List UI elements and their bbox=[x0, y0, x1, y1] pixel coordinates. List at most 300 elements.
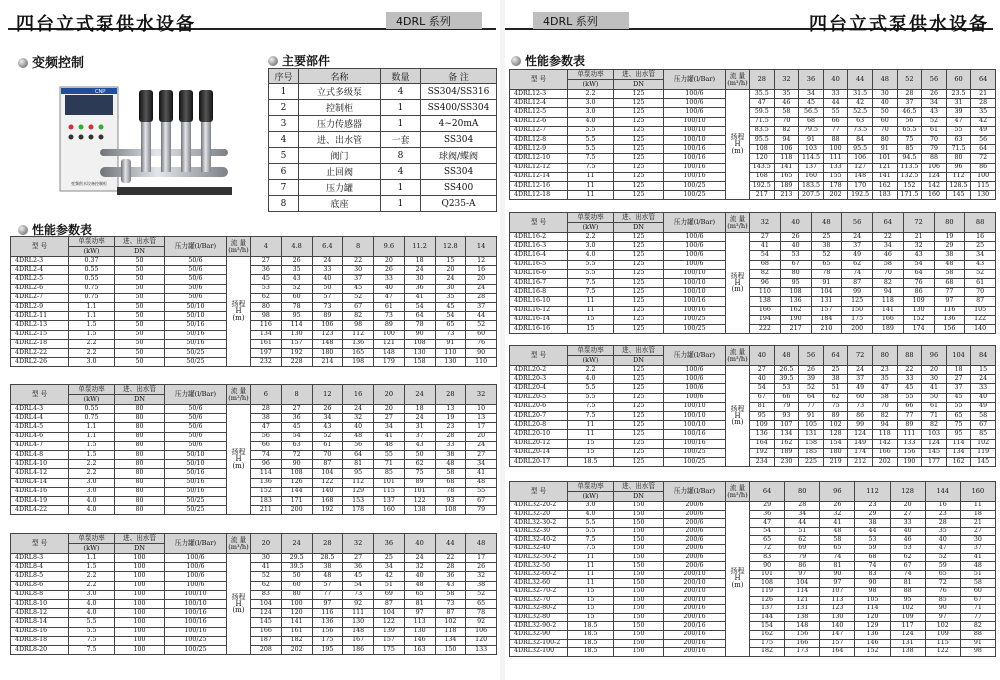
section-bullet-icon bbox=[18, 225, 28, 235]
tank-cell: 50/6 bbox=[165, 266, 227, 275]
perf-table-4drl16 bbox=[509, 212, 996, 334]
tank-cell: 200/6 bbox=[664, 536, 726, 545]
head-value-cell: 29.5 bbox=[281, 554, 312, 563]
head-value-cell: 148 bbox=[374, 348, 405, 357]
head-value-cell: 73 bbox=[374, 312, 405, 321]
head-value-cell: 83 bbox=[750, 553, 785, 562]
head-value-cell: 202 bbox=[823, 191, 848, 200]
head-value-cell: 41 bbox=[404, 293, 435, 302]
flow-value-header: 96 bbox=[820, 482, 855, 502]
head-value-cell: 109 bbox=[925, 630, 960, 639]
head-value-cell: 28 bbox=[785, 502, 820, 511]
flow-value-header: 24 bbox=[281, 534, 312, 554]
head-value-cell: 150 bbox=[842, 306, 873, 315]
flow-value-header: 4 bbox=[251, 237, 282, 257]
power-unit-header: (kW) bbox=[568, 356, 614, 366]
flow-value-header: 60 bbox=[946, 70, 971, 90]
pipe-cell: 125 bbox=[614, 384, 664, 393]
power-cell: 15 bbox=[568, 605, 614, 614]
power-cell: 5.5 bbox=[568, 260, 614, 269]
parts-row bbox=[269, 132, 497, 148]
pipe-cell: 100 bbox=[115, 563, 165, 572]
head-value-cell: 27 bbox=[251, 257, 282, 266]
pipe-cell: 80 bbox=[115, 423, 165, 432]
flow-value-header: 80 bbox=[872, 346, 897, 366]
head-value-cell: 30 bbox=[404, 275, 435, 284]
perf-row bbox=[11, 609, 497, 618]
power-cell: 1.1 bbox=[69, 312, 115, 321]
tank-cell: 100/16 bbox=[664, 154, 726, 163]
head-value-cell: 61 bbox=[922, 126, 947, 135]
pipe-cell: 150 bbox=[614, 613, 664, 622]
model-cell: 4DRL8-6 bbox=[11, 581, 69, 590]
head-value-cell: 106 bbox=[466, 627, 497, 636]
head-value-cell: 120 bbox=[466, 636, 497, 645]
pipe-cell: 125 bbox=[614, 288, 664, 297]
tank-cell: 100/16 bbox=[664, 306, 726, 315]
head-value-cell: 130 bbox=[903, 306, 934, 315]
perf-row bbox=[510, 172, 996, 181]
power-cell: 11 bbox=[568, 306, 614, 315]
flow-value-header: 20 bbox=[251, 534, 282, 554]
head-value-cell: 24 bbox=[848, 366, 873, 375]
tank-cell: 200/10 bbox=[664, 596, 726, 605]
head-value-cell: 130 bbox=[971, 191, 996, 200]
head-value-cell: 152 bbox=[251, 487, 282, 496]
head-value-cell: 118 bbox=[872, 430, 897, 439]
model-cell: 4DRL32-90 bbox=[510, 630, 568, 639]
head-value-cell: 48 bbox=[934, 260, 965, 269]
head-value-cell: 24 bbox=[842, 233, 873, 242]
head-value-cell: 107 bbox=[820, 587, 855, 596]
head-value-cell: 114 bbox=[785, 587, 820, 596]
flow-value-header: 28 bbox=[312, 534, 343, 554]
head-value-cell: 74 bbox=[855, 562, 890, 571]
head-value-cell: 82 bbox=[960, 622, 995, 631]
head-value-cell: 110 bbox=[435, 348, 466, 357]
head-value-cell: 202 bbox=[872, 457, 897, 466]
pipe-header: 进、出水管 bbox=[614, 482, 664, 492]
head-value-cell: 130 bbox=[404, 627, 435, 636]
head-value-cell: 56 bbox=[251, 432, 282, 441]
head-value-cell: 16 bbox=[965, 233, 996, 242]
tank-cell: 50/6 bbox=[165, 284, 227, 293]
tank-cell: 200/6 bbox=[664, 544, 726, 553]
head-value-cell: 46.5 bbox=[897, 108, 922, 117]
pipe-cell: 125 bbox=[614, 172, 664, 181]
power-cell: 0.55 bbox=[69, 405, 115, 414]
power-cell: 4.0 bbox=[568, 375, 614, 384]
head-value-cell: 51 bbox=[785, 527, 820, 536]
head-value-cell: 75 bbox=[946, 421, 971, 430]
tank-header: 压力罐(l/Bar) bbox=[664, 213, 726, 233]
head-value-cell: 54 bbox=[343, 581, 374, 590]
head-value-cell: 175 bbox=[842, 315, 873, 324]
head-value-cell: 44 bbox=[855, 527, 890, 536]
dn-header: DN bbox=[614, 223, 664, 233]
power-cell: 7.5 bbox=[568, 288, 614, 297]
pipe-cell: 125 bbox=[614, 430, 664, 439]
pump-3 bbox=[179, 90, 193, 172]
head-value-cell: 77 bbox=[799, 402, 824, 411]
head-value-cell: 59 bbox=[925, 562, 960, 571]
flow-value-header: 32 bbox=[466, 385, 497, 405]
head-value-cell: 18 bbox=[946, 366, 971, 375]
pipe-cell: 80 bbox=[115, 469, 165, 478]
head-value-cell: 58 bbox=[960, 579, 995, 588]
pipe-cell: 100 bbox=[115, 618, 165, 627]
head-value-cell: 52 bbox=[343, 293, 374, 302]
model-cell: 4DRL16-12 bbox=[510, 306, 568, 315]
power-header: 单泵功率 bbox=[568, 346, 614, 356]
head-value-cell: 56 bbox=[971, 135, 996, 144]
head-value-cell: 75 bbox=[897, 135, 922, 144]
head-value-cell: 78 bbox=[466, 609, 497, 618]
parts-cell: 一套 bbox=[381, 132, 421, 148]
head-value-cell: 24 bbox=[466, 284, 497, 293]
head-value-cell: 25 bbox=[374, 554, 405, 563]
parts-header-cell: 名称 bbox=[299, 69, 381, 84]
head-value-cell: 182 bbox=[750, 648, 785, 657]
tank-cell: 200/10 bbox=[664, 587, 726, 596]
perf-row bbox=[510, 375, 996, 384]
model-cell: 4DRL16-3 bbox=[510, 242, 568, 251]
pipe-cell: 50 bbox=[115, 330, 165, 339]
perf-row bbox=[510, 108, 996, 117]
head-value-cell: 91 bbox=[799, 411, 824, 420]
head-value-cell: 39 bbox=[946, 108, 971, 117]
flow-value-header: 96 bbox=[922, 346, 947, 366]
pipe-cell: 150 bbox=[614, 544, 664, 553]
head-label-head-h: H bbox=[235, 599, 242, 608]
head-value-cell: 170 bbox=[848, 181, 873, 190]
head-value-cell: 195 bbox=[312, 645, 343, 654]
pipe-cell: 50 bbox=[115, 312, 165, 321]
head-value-cell: 35 bbox=[971, 108, 996, 117]
head-value-cell: 78 bbox=[811, 269, 842, 278]
tank-cell: 50/16 bbox=[165, 330, 227, 339]
head-value-cell: 11 bbox=[960, 502, 995, 511]
head-value-cell: 99 bbox=[842, 288, 873, 297]
pipe-cell: 150 bbox=[614, 648, 664, 657]
pipe-cell: 125 bbox=[614, 145, 664, 154]
head-value-cell: 115 bbox=[925, 639, 960, 648]
perf-row bbox=[11, 257, 497, 266]
perf-row bbox=[11, 266, 497, 275]
head-value-cell: 148 bbox=[785, 622, 820, 631]
pipe-cell: 80 bbox=[115, 478, 165, 487]
head-value-cell: 50 bbox=[281, 572, 312, 581]
head-value-cell: 124 bbox=[890, 630, 925, 639]
head-value-cell: 54 bbox=[750, 384, 775, 393]
head-value-cell: 152 bbox=[903, 315, 934, 324]
model-cell: 4DRL20-8 bbox=[510, 421, 568, 430]
head-value-cell: 180 bbox=[312, 348, 343, 357]
perf-row bbox=[11, 469, 497, 478]
model-cell: 4DRL16-16 bbox=[510, 324, 568, 333]
head-value-cell: 160 bbox=[922, 191, 947, 200]
head-value-cell: 40 bbox=[890, 527, 925, 536]
flow-value-header: 32 bbox=[343, 534, 374, 554]
head-value-cell: 65.5 bbox=[897, 126, 922, 135]
perf-table-4drl2 bbox=[10, 236, 497, 367]
head-value-cell: 26.5 bbox=[774, 366, 799, 375]
right-page-title: 四台立式泵供水设备 bbox=[809, 14, 989, 35]
head-value-cell: 47 bbox=[374, 293, 405, 302]
pipe-cell: 125 bbox=[614, 324, 664, 333]
tank-cell: 100/6 bbox=[664, 384, 726, 393]
head-value-cell: 178 bbox=[823, 181, 848, 190]
perf-row bbox=[510, 242, 996, 251]
right-perf-title-text: 性能参数表 bbox=[525, 54, 586, 68]
flow-value-header: 160 bbox=[960, 482, 995, 502]
head-value-cell: 15 bbox=[435, 257, 466, 266]
power-cell: 11 bbox=[568, 430, 614, 439]
head-value-cell: 62 bbox=[251, 293, 282, 302]
power-cell: 7.5 bbox=[568, 544, 614, 553]
power-unit-header: (kW) bbox=[69, 247, 115, 257]
head-value-cell: 109 bbox=[903, 297, 934, 306]
head-value-cell: 138 bbox=[785, 613, 820, 622]
head-value-cell: 36 bbox=[435, 572, 466, 581]
power-cell: 7.5 bbox=[69, 636, 115, 645]
head-value-cell: 38 bbox=[251, 414, 282, 423]
head-value-cell: 37 bbox=[842, 242, 873, 251]
head-value-cell: 126 bbox=[750, 596, 785, 605]
flow-value-header: 88 bbox=[965, 213, 996, 233]
model-cell: 4DRL16-8 bbox=[510, 288, 568, 297]
head-value-cell: 60 bbox=[848, 393, 873, 402]
head-value-cell: 147 bbox=[820, 630, 855, 639]
head-value-cell: 65 bbox=[404, 590, 435, 599]
head-value-cell: 126 bbox=[281, 478, 312, 487]
tank-cell: 200/16 bbox=[664, 613, 726, 622]
head-value-cell: 137 bbox=[799, 163, 824, 172]
head-value-cell: 38 bbox=[466, 581, 497, 590]
head-value-cell: 52 bbox=[312, 432, 343, 441]
perf-row bbox=[510, 639, 996, 648]
head-value-cell: 29 bbox=[750, 502, 785, 511]
parts-cell: 2 bbox=[269, 100, 299, 116]
pipe-cell: 80 bbox=[115, 506, 165, 515]
flow-label: 流 量 bbox=[729, 483, 746, 492]
tank-cell: 100/16 bbox=[664, 163, 726, 172]
head-value-cell: 141 bbox=[774, 163, 799, 172]
model-cell: 4DRL32-100-2 bbox=[510, 639, 568, 648]
head-value-cell: 48 bbox=[343, 432, 374, 441]
power-header: 单泵功率 bbox=[69, 534, 115, 544]
head-value-cell: 28.5 bbox=[312, 554, 343, 563]
head-value-cell: 37 bbox=[897, 99, 922, 108]
tank-cell: 200/16 bbox=[664, 622, 726, 631]
head-value-cell: 161 bbox=[281, 627, 312, 636]
model-cell: 4DRL32-70 bbox=[510, 596, 568, 605]
power-cell: 1.5 bbox=[69, 321, 115, 330]
pipe-cell: 125 bbox=[614, 315, 664, 324]
power-cell: 3.0 bbox=[69, 487, 115, 496]
head-value-cell: 86 bbox=[971, 163, 996, 172]
model-cell: 4DRL12-5 bbox=[510, 108, 568, 117]
head-value-cell: 138 bbox=[750, 297, 781, 306]
head-label-cell bbox=[726, 233, 750, 334]
pipe-cell: 125 bbox=[614, 126, 664, 135]
model-cell: 4DRL12-14 bbox=[510, 172, 568, 181]
head-value-cell: 140 bbox=[820, 622, 855, 631]
power-cell: 3.0 bbox=[568, 502, 614, 511]
tank-cell: 100/6 bbox=[165, 554, 227, 563]
head-label-head-h: H bbox=[734, 140, 741, 149]
perf-row bbox=[510, 260, 996, 269]
pipe-cell: 150 bbox=[614, 579, 664, 588]
model-header: 型 号 bbox=[510, 213, 568, 233]
power-unit-header: (kW) bbox=[568, 80, 614, 90]
model-cell: 4DRL12-6 bbox=[510, 117, 568, 126]
head-value-cell: 121 bbox=[785, 596, 820, 605]
head-value-cell: 145 bbox=[922, 448, 947, 457]
head-value-cell: 37 bbox=[848, 375, 873, 384]
head-value-cell: 171.5 bbox=[897, 191, 922, 200]
head-value-cell: 28 bbox=[897, 90, 922, 99]
model-header: 型 号 bbox=[510, 346, 568, 366]
pipe-cell: 80 bbox=[115, 405, 165, 414]
perf-row bbox=[510, 519, 996, 528]
model-cell: 4DRL32-20 bbox=[510, 510, 568, 519]
pipe-cell: 100 bbox=[115, 645, 165, 654]
head-value-cell: 37 bbox=[960, 544, 995, 553]
head-value-cell: 225 bbox=[799, 457, 824, 466]
head-value-cell: 79.5 bbox=[799, 126, 824, 135]
head-value-cell: 28 bbox=[435, 432, 466, 441]
head-value-cell: 54 bbox=[750, 527, 785, 536]
pipe-cell: 150 bbox=[614, 553, 664, 562]
head-value-cell: 49 bbox=[842, 251, 873, 260]
head-value-cell: 56.5 bbox=[799, 108, 824, 117]
tank-cell: 100/6 bbox=[664, 393, 726, 402]
head-value-cell: 137 bbox=[750, 605, 785, 614]
head-value-cell: 71 bbox=[374, 460, 405, 469]
head-value-cell: 214 bbox=[312, 358, 343, 367]
left-series-tag: 4DRL 系列 bbox=[386, 12, 482, 29]
head-value-cell: 114.5 bbox=[799, 154, 824, 163]
tank-cell: 50/10 bbox=[165, 302, 227, 311]
head-value-cell: 128 bbox=[823, 430, 848, 439]
flow-value-header: 144 bbox=[925, 482, 960, 502]
pipe-cell: 150 bbox=[614, 630, 664, 639]
parts-cell: SS400/SS304 bbox=[421, 100, 497, 116]
pipe-cell: 150 bbox=[614, 570, 664, 579]
head-value-cell: 38 bbox=[435, 450, 466, 459]
head-value-cell: 51 bbox=[823, 384, 848, 393]
pipe-cell: 125 bbox=[614, 90, 664, 99]
left-perf-title-text: 性能参数表 bbox=[32, 223, 93, 237]
head-value-cell: 166 bbox=[785, 639, 820, 648]
tank-cell: 100/6 bbox=[664, 233, 726, 242]
head-value-cell: 192.5 bbox=[750, 181, 775, 190]
parts-row bbox=[269, 84, 497, 100]
power-cell: 3.0 bbox=[69, 478, 115, 487]
head-value-cell: 54 bbox=[750, 251, 781, 260]
perf-row bbox=[11, 284, 497, 293]
head-value-cell: 63 bbox=[848, 117, 873, 126]
power-cell: 4.0 bbox=[568, 251, 614, 260]
head-value-cell: 27 bbox=[343, 554, 374, 563]
head-value-cell: 108 bbox=[404, 339, 435, 348]
pipe-cell: 50 bbox=[115, 339, 165, 348]
head-value-cell: 90 bbox=[820, 570, 855, 579]
head-value-cell: 105 bbox=[799, 421, 824, 430]
head-value-cell: 116 bbox=[251, 321, 282, 330]
pipe-cell: 125 bbox=[614, 191, 664, 200]
head-value-cell: 61 bbox=[312, 441, 343, 450]
power-cell: 7.5 bbox=[69, 645, 115, 654]
model-cell: 4DRL8-14 bbox=[11, 618, 69, 627]
power-cell: 15 bbox=[568, 587, 614, 596]
tank-cell: 100/16 bbox=[165, 627, 227, 636]
flow-value-header: 112 bbox=[855, 482, 890, 502]
tank-cell: 100/16 bbox=[664, 172, 726, 181]
head-value-cell: 104 bbox=[811, 288, 842, 297]
pipe-cell: 150 bbox=[614, 587, 664, 596]
perf-row bbox=[510, 315, 996, 324]
perf-row bbox=[510, 570, 996, 579]
head-value-cell: 26 bbox=[374, 266, 405, 275]
perf-row bbox=[510, 117, 996, 126]
power-cell: 1.5 bbox=[69, 330, 115, 339]
head-value-cell: 16 bbox=[925, 502, 960, 511]
head-value-cell: 55 bbox=[897, 393, 922, 402]
head-value-cell: 125 bbox=[842, 297, 873, 306]
pipe-cell: 125 bbox=[614, 154, 664, 163]
perf-row bbox=[11, 636, 497, 645]
tank-cell: 50/16 bbox=[165, 339, 227, 348]
flow-unit: (m³/h) bbox=[727, 78, 748, 87]
head-value-cell: 54 bbox=[281, 432, 312, 441]
head-value-cell: 34 bbox=[312, 414, 343, 423]
model-cell: 4DRL20-14 bbox=[510, 448, 568, 457]
tank-cell: 50/10 bbox=[165, 460, 227, 469]
power-cell: 11 bbox=[568, 570, 614, 579]
perf-row bbox=[11, 423, 497, 432]
power-cell: 1.5 bbox=[69, 563, 115, 572]
head-value-cell: 98 bbox=[251, 312, 282, 321]
head-value-cell: 156 bbox=[312, 627, 343, 636]
head-value-cell: 116 bbox=[312, 609, 343, 618]
perf-row bbox=[510, 421, 996, 430]
pump-1 bbox=[139, 90, 153, 172]
head-value-cell: 83 bbox=[855, 570, 890, 579]
model-cell: 4DRL12-3 bbox=[510, 90, 568, 99]
head-value-cell: 93 bbox=[774, 411, 799, 420]
parts-cell: 8 bbox=[269, 196, 299, 212]
head-value-cell: 15 bbox=[971, 366, 996, 375]
pipe-cell: 100 bbox=[115, 572, 165, 581]
flow-value-header: 44 bbox=[848, 70, 873, 90]
head-value-cell: 67 bbox=[466, 496, 497, 505]
head-value-cell: 36 bbox=[404, 284, 435, 293]
head-value-cell: 95.5 bbox=[750, 135, 775, 144]
head-value-cell: 39.5 bbox=[281, 563, 312, 572]
perf-header-row bbox=[11, 237, 497, 247]
parts-table bbox=[268, 68, 497, 212]
head-value-cell: 106 bbox=[774, 145, 799, 154]
head-value-cell: 97 bbox=[312, 599, 343, 608]
head-value-cell: 21 bbox=[960, 519, 995, 528]
flow-label: 流 量 bbox=[729, 214, 746, 223]
head-value-cell: 95 bbox=[343, 469, 374, 478]
power-cell: 15 bbox=[568, 315, 614, 324]
tank-cell: 200/6 bbox=[664, 502, 726, 511]
head-value-cell: 41 bbox=[750, 242, 781, 251]
